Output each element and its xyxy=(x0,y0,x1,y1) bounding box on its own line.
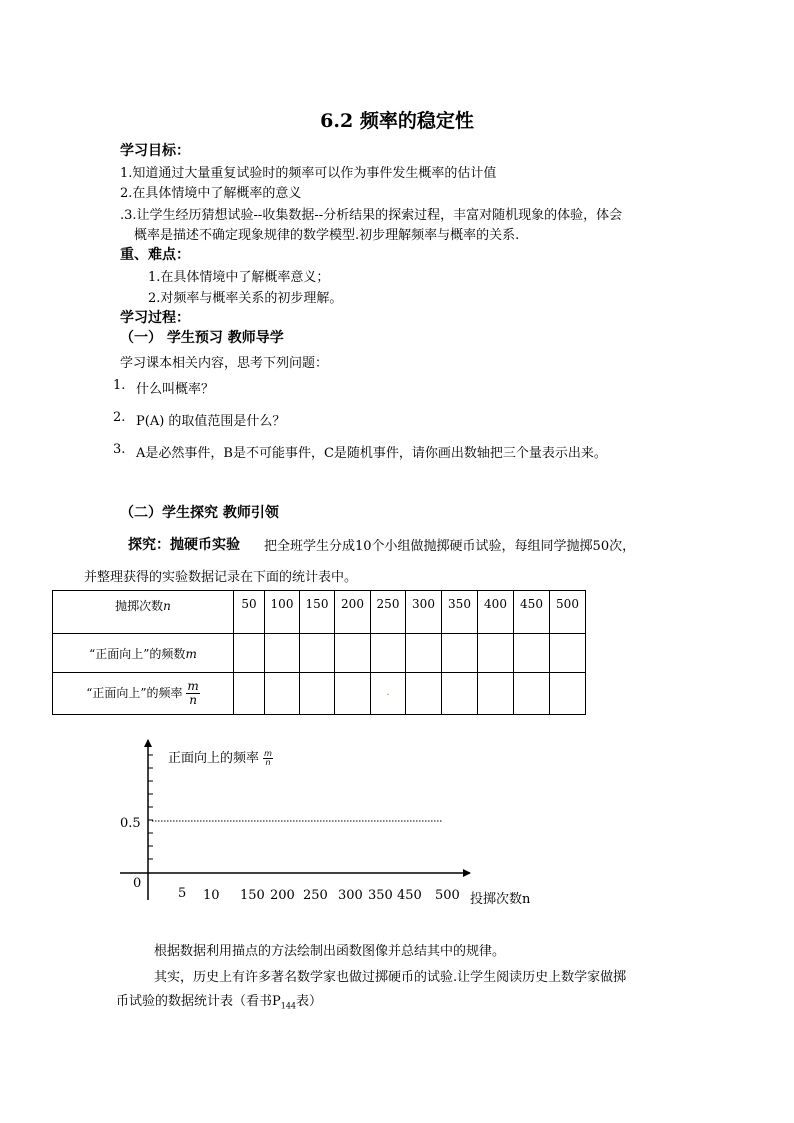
question-1-text: 什么叫概率？ xyxy=(136,382,215,397)
explore-text: 把全班学生分成10个小组做抛掷硬币试验，每组同学抛掷50次， xyxy=(264,539,636,554)
question-3-number: 3. xyxy=(113,442,126,457)
table-header-cell: 400 xyxy=(478,591,514,634)
chart-y-label: 正面向上的频率 $\frac{m}{n}$ xyxy=(168,749,272,767)
part1-intro: 学习课本相关内容，思考下列问题： xyxy=(120,356,329,371)
part2-heading: （二）学生探究 教师引领 xyxy=(120,505,279,521)
explore-text-cont: 并整理获得的实验数据记录在下面的统计表中。 xyxy=(84,570,358,585)
question-1-number: 1. xyxy=(113,378,126,393)
table-header-cell: 500 xyxy=(550,591,586,634)
table-header-cell: 300 xyxy=(406,591,442,634)
chart-origin-label: 0 xyxy=(133,876,142,891)
table-header-cell: 200 xyxy=(335,591,371,634)
question-2-text: P(A) 的取值范围是什么？ xyxy=(136,414,286,429)
objective-item-3: .3.让学生经历猜想试验--收集数据--分析结果的探索过程，丰富对随机现象的体验，体会 xyxy=(120,208,623,223)
chart-y-tick-label: 0.5 xyxy=(120,816,141,831)
part1-heading: （一） 学生预习 教师导学 xyxy=(120,330,284,346)
objectives-heading: 学习目标： xyxy=(120,143,190,159)
row-label-heads-count: “正面向上”的频数m xyxy=(53,634,234,673)
process-heading: 学习过程： xyxy=(120,310,190,326)
chart-x-tick-label: 200 xyxy=(270,888,295,903)
row-label-heads-frequency: “正面向上”的频率 $\frac{m}{n}$ xyxy=(53,673,234,715)
keypoint-item-1: 1.在具体情境中了解概率意义； xyxy=(148,270,330,285)
chart-x-tick-label: 450 xyxy=(397,888,422,903)
question-2-number: 2. xyxy=(113,410,126,425)
stray-mark: · xyxy=(386,689,390,701)
fraction-m-over-n: $\frac{m}{n}$ xyxy=(187,679,199,707)
footer-line-1: 根据数据利用描点的方法绘制出函数图像并总结其中的规律。 xyxy=(154,944,506,959)
chart-x-tick-label: 300 xyxy=(338,888,363,903)
page-reference-subscript: 144 xyxy=(280,1001,297,1011)
chart-x-label: 投掷次数n xyxy=(470,892,531,907)
table-header-cell: 250 xyxy=(371,591,406,634)
keypoints-heading: 重、难点： xyxy=(120,247,190,263)
chart-x-tick-label: 150 xyxy=(240,888,265,903)
table-header-cell: 50 xyxy=(234,591,265,634)
table-header-cell: 450 xyxy=(514,591,550,634)
footer-line-3: 币试验的数据统计表（看书$P_{144}$表） xyxy=(116,994,323,1011)
fraction-m-over-n-small: $\frac{m}{n}$ xyxy=(264,749,272,767)
chart-x-tick-label: 500 xyxy=(435,888,460,903)
objective-item-1: 1.知道通过大量重复试验时的频率可以作为事件发生概率的估计值 xyxy=(120,166,497,181)
keypoint-item-2: 2.对频率与概率关系的初步理解。 xyxy=(148,291,343,306)
table-header-cell: 100 xyxy=(265,591,300,634)
table-header-cell: 350 xyxy=(442,591,478,634)
footer-line-2: 其实，历史上有许多著名数学家也做过掷硬币的试验.让学生阅读历史上数学家做掷 xyxy=(154,970,627,985)
table-header-cell: 150 xyxy=(300,591,335,634)
row-label-toss-count: 抛掷次数n xyxy=(53,591,234,634)
objective-item-2: 2.在具体情境中了解概率的意义 xyxy=(120,186,302,201)
chart-x-tick-label: 5 xyxy=(178,886,187,901)
chart-x-tick-label: 350 xyxy=(368,888,393,903)
explore-label: 探究：抛硬币实验 xyxy=(128,537,240,553)
question-3-text: A是必然事件，B是不可能事件，C是随机事件，请你画出数轴把三个量表示出来。 xyxy=(136,446,607,461)
chart-x-tick-label: 250 xyxy=(303,888,328,903)
page-title: 6.2 频率的稳定性 xyxy=(320,110,474,132)
chart-x-tick-label: 10 xyxy=(203,888,220,903)
objective-item-3-cont: 概率是描述不确定现象规律的数学模型.初步理解频率与概率的关系. xyxy=(134,228,520,243)
